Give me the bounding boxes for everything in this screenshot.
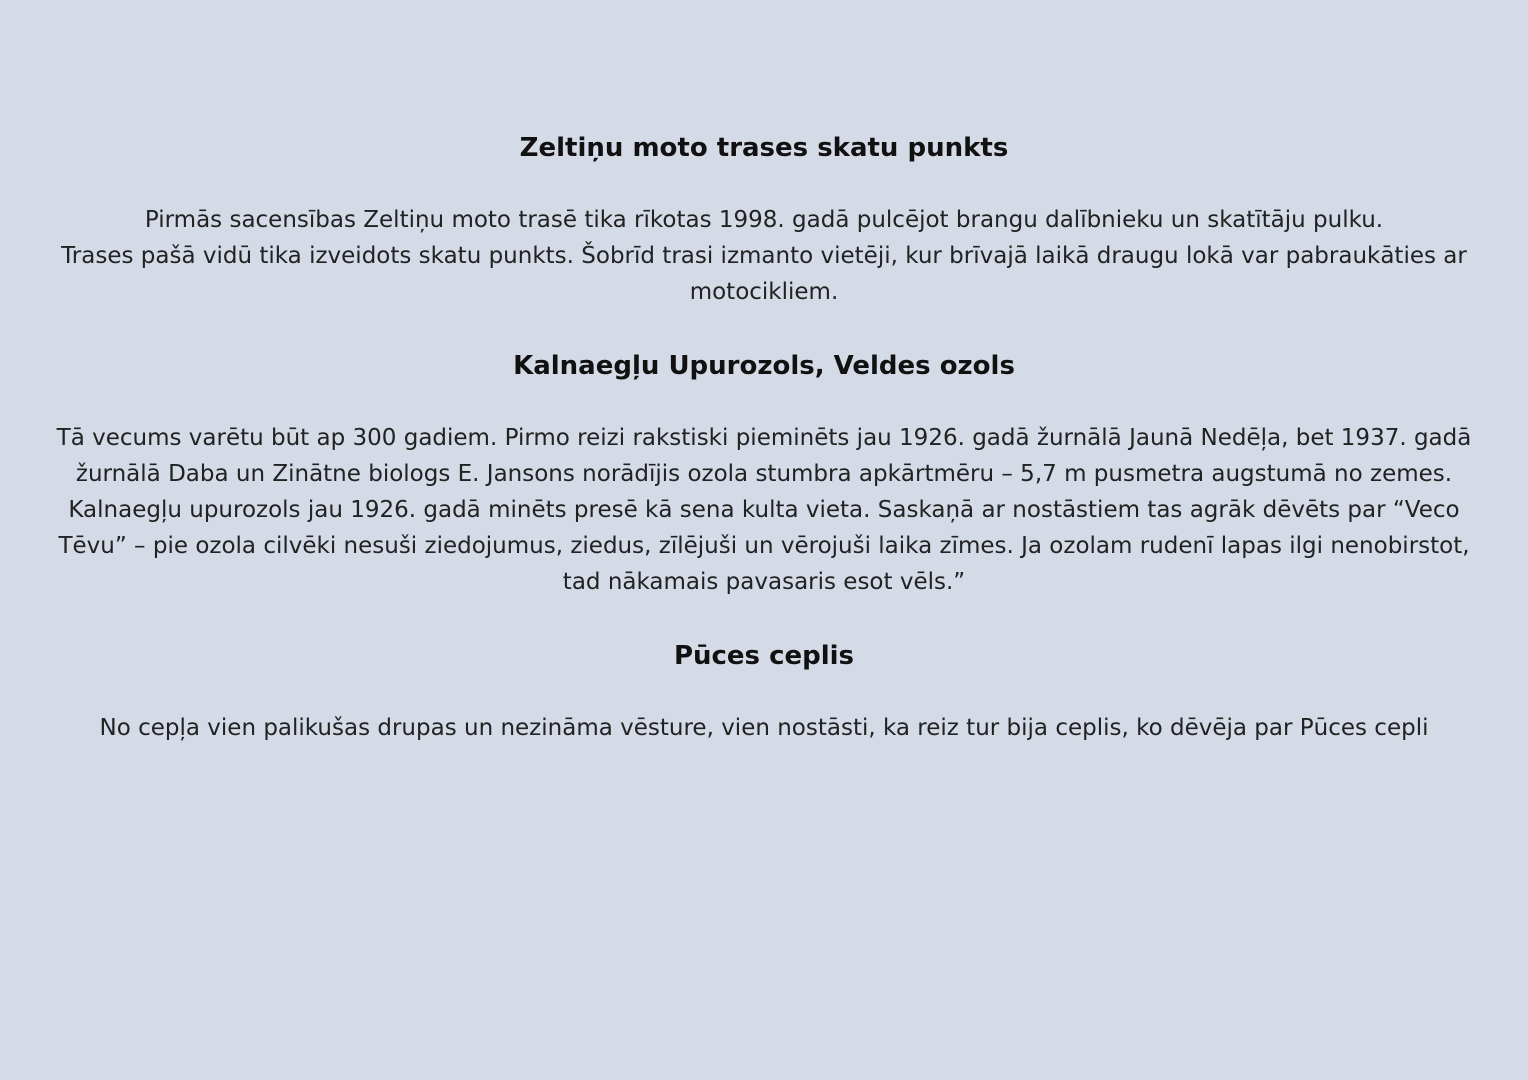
section-title: Kalnaegļu Upurozols, Veldes ozols (513, 351, 1015, 381)
paragraph: Trases pašā vidū tika izveidots skatu punkts. Šobrīd trasi izmanto vietēji, kur brīvajā laikā draugu lokā var pabraukāties ar motocikliem. (61, 243, 1467, 305)
paragraph: Pirmās sacensības Zeltiņu moto trasē tika rīkotas 1998. gadā pulcējot brangu dalībnieku un skatītāju pulku. (144, 207, 1384, 233)
section-title: Zeltiņu moto trases skatu punkts (519, 133, 1009, 163)
section-zeltinu-moto-trase (40, 130, 1488, 310)
document-content (40, 130, 1488, 746)
paragraph: No cepļa vien palikušas drupas un nezināma vēsture, vien nostāsti, ka reiz tur bija ceplis, ko dēvēja par Pūces cepli (99, 715, 1429, 741)
paragraph: Tā vecums varētu būt ap 300 gadiem. Pirmo reizi rakstiski pieminēts jau 1926. gadā žurnālā Jaunā Nedēļa, bet 1937. gadā žurnālā Daba un Zinātne biologs E. Jansons norādījis ozola stumbra apkārtmēru – 5,7 m pusmetra augstumā no zemes. (56, 425, 1472, 487)
section-puces-ceplis (40, 638, 1488, 746)
section-title: Pūces ceplis (673, 641, 855, 671)
paragraph: Kalnaegļu upurozols jau 1926. gadā minēts presē kā sena kulta vieta. Saskaņā ar nostāstiem tas agrāk dēvēts par “Veco Tēvu” – pie ozola cilvēki nesuši ziedojumus, ziedus, zīlējuši un vērojuši laika zīmes. Ja ozolam rudenī lapas ilgi nenobirstot, tad nākamais pavasaris esot vēls.” (58, 497, 1470, 595)
section-kalnaeglu-upurozols (40, 348, 1488, 600)
